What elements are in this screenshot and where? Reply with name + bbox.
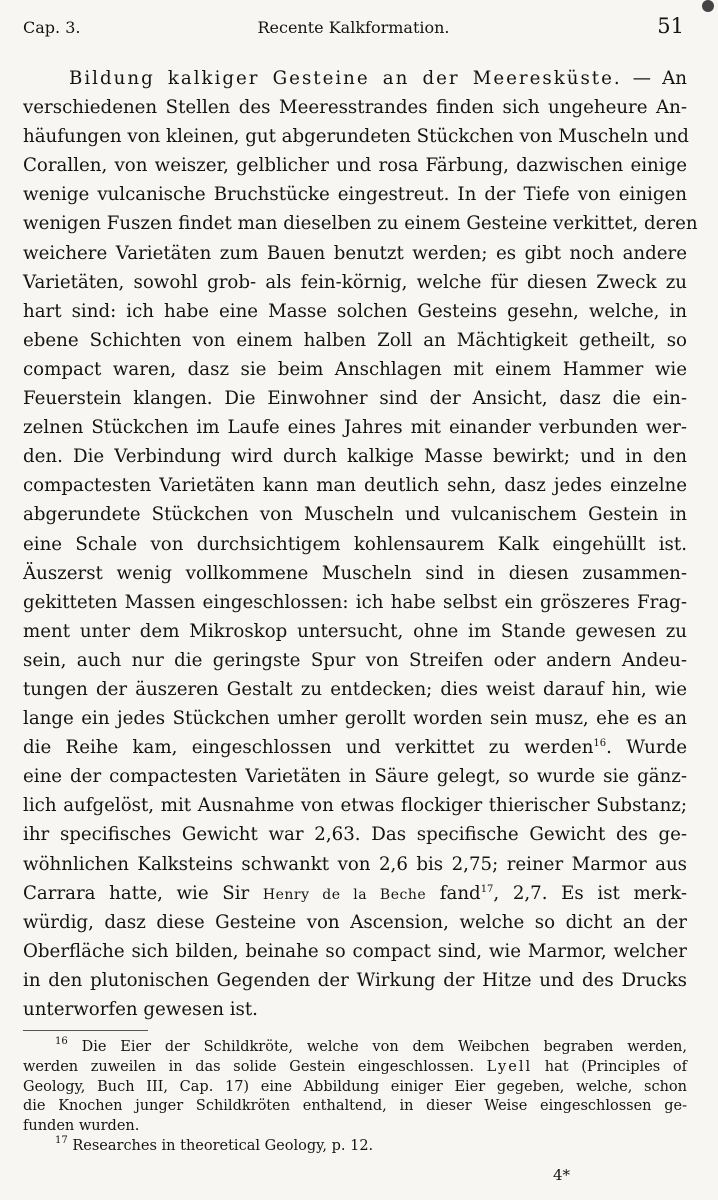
footnotes <box>23 1038 687 1157</box>
text-line <box>23 122 687 151</box>
footnote-line <box>23 1038 687 1058</box>
main-text <box>23 64 698 1024</box>
text-run: ebene Schichten von einem halben Zoll an Mächtigkeit getheilt, so <box>23 329 687 351</box>
text-run: wenige vulcanische Bruchstücke eingestreut. In der Tiefe von einigen <box>23 184 687 206</box>
signature-mark: 4* <box>553 1166 571 1184</box>
text-run: Bildung kalkiger Gesteine an der Meeresküste. <box>69 68 622 89</box>
text-line <box>23 762 687 791</box>
text-run: werden zuweilen in das solide Gestein eingeschlossen. <box>23 1058 487 1075</box>
footnote-ref: 17 <box>55 1134 68 1146</box>
text-line <box>23 239 687 268</box>
text-line <box>23 180 687 209</box>
text-run: hat (Principles of <box>532 1058 688 1075</box>
text-run: häufungen von kleinen, gut abgerundeten Stückchen von Muscheln und <box>23 126 689 148</box>
text-line <box>23 646 687 675</box>
text-run: die Knochen junger Schildkröten enthaltend, in dieser Weise eingeschlossen ge- <box>23 1098 687 1115</box>
text-line <box>23 850 687 879</box>
text-run: . Wurde <box>606 737 687 759</box>
text-line <box>23 93 687 122</box>
text-line <box>23 559 687 588</box>
text-run: wöhnlichen Kalksteins schwankt von 2,6 bis 2,75; reiner Marmor aus <box>23 853 687 875</box>
text-line <box>23 995 687 1024</box>
footnote-line <box>23 1078 687 1098</box>
text-line <box>23 355 687 384</box>
text-line <box>23 64 687 93</box>
text-run: Corallen, von weiszer, gelblicher und rosa Färbung, dazwischen einige <box>23 155 687 177</box>
footnote-line <box>23 1117 687 1137</box>
text-line <box>23 908 687 937</box>
text-run: Carrara hatte, wie Sir <box>23 882 263 904</box>
text-run: hart sind: ich habe eine Masse solchen Gesteins gesehn, welche, in <box>23 300 687 322</box>
text-run: lange ein jedes Stückchen umher gerollt worden sein musz, ehe es an <box>23 708 687 730</box>
text-run: abgerundete Stückchen von Muscheln und vulcanischem Gestein in <box>23 504 687 526</box>
text-run: Lyell <box>486 1058 533 1075</box>
page-number: 51 <box>657 14 684 38</box>
text-run: Oberfläche sich bilden, beinahe so compact sind, wie Marmor, welcher <box>23 940 687 962</box>
text-run: , 2,7. Es ist merk- <box>493 882 688 904</box>
text-line <box>23 384 687 413</box>
text-line <box>23 820 687 849</box>
text-line <box>23 791 687 820</box>
text-run: zelnen Stückchen im Laufe eines Jahres mit einander verbunden wer- <box>23 417 687 439</box>
text-run: — An <box>621 68 687 89</box>
footnote-ref: 16 <box>55 1036 68 1047</box>
text-run: Varietäten, sowohl grob- als fein-körnig, welche für diesen Zweck zu <box>23 271 687 293</box>
running-title: Recente Kalkformation. <box>257 18 450 37</box>
text-line <box>23 471 687 500</box>
running-header <box>23 14 684 42</box>
text-run: Researches in theoretical Geology, p. 12. <box>67 1137 374 1154</box>
text-run: Henry de la Beche <box>262 886 427 903</box>
text-run: compact waren, dasz sie beim Anschlagen mit einem Hammer wie <box>23 358 687 380</box>
text-run: Äuszerst wenig vollkommene Muscheln sind in diesen zusammen- <box>23 562 687 584</box>
footnote-ref: 16 <box>593 738 607 750</box>
text-run: tungen der äuszeren Gestalt zu entdecken; dies weist darauf hin, wie <box>23 678 687 700</box>
ink-dot <box>702 0 714 12</box>
text-line <box>23 326 687 355</box>
text-line <box>23 588 687 617</box>
text-run: die Reihe kam, eingeschlossen und verkittet zu werden <box>23 737 594 759</box>
text-line <box>23 151 687 180</box>
text-line <box>23 268 687 297</box>
text-line <box>23 209 698 238</box>
footnote-line <box>23 1058 687 1078</box>
text-run: lich aufgelöst, mit Ausnahme von etwas flockiger thierischer Substanz; <box>23 795 687 817</box>
text-line <box>23 617 687 646</box>
footnote-ref: 17 <box>480 883 494 895</box>
text-line <box>23 675 687 704</box>
text-run: eine Schale von durchsichtigem kohlensaurem Kalk eingehüllt ist. <box>23 533 687 555</box>
text-run: compactesten Varietäten kann man deutlich sehn, dasz jedes einzelne <box>23 475 687 497</box>
text-run: wenigen Fuszen findet man dieselben zu einem Gesteine verkittet, deren <box>23 213 698 235</box>
text-line <box>23 733 687 762</box>
chapter-label: Cap. 3. <box>23 18 81 37</box>
text-line <box>23 879 687 908</box>
text-run: in den plutonischen Gegenden der Wirkung der Hitze und des Drucks <box>23 969 687 991</box>
footnote-line <box>23 1134 687 1157</box>
text-line <box>23 966 687 995</box>
text-run: eine der compactesten Varietäten in Säure gelegt, so wurde sie gänz- <box>23 766 687 788</box>
footnote-line <box>23 1097 687 1117</box>
text-run: verschiedenen Stellen des Meeresstrandes finden sich ungeheure An- <box>23 97 687 119</box>
text-run: unterworfen gewesen ist. <box>23 999 258 1020</box>
text-line <box>23 442 687 471</box>
text-run: Feuerstein klangen. Die Einwohner sind der Ansicht, dasz die ein- <box>23 388 687 410</box>
text-run: würdig, dasz diese Gesteine von Ascension, welche so dicht an der <box>23 911 687 933</box>
text-run: funden wurden. <box>23 1118 140 1135</box>
footnote-rule <box>23 1030 148 1031</box>
text-run: Geology, Buch III, Cap. 17) eine Abbildung einiger Eier gegeben, welche, schon <box>23 1078 687 1095</box>
text-run: fand <box>426 882 481 904</box>
text-run: weichere Varietäten zum Bauen benutzt werden; es gibt noch andere <box>23 242 687 264</box>
text-run: gekitteten Massen eingeschlossen: ich habe selbst ein gröszeres Frag- <box>23 591 687 613</box>
text-run: den. Die Verbindung wird durch kalkige Masse bewirkt; und in den <box>23 446 687 468</box>
text-run: ment unter dem Mikroskop untersucht, ohne im Stande gewesen zu <box>23 620 687 642</box>
text-run: sein, auch nur die geringste Spur von Streifen oder andern Andeu- <box>23 649 687 671</box>
text-run: Die Eier der Schildkröte, welche von dem Weibchen begraben werden, <box>67 1039 687 1055</box>
text-line <box>23 297 687 326</box>
text-line <box>23 937 687 966</box>
text-line <box>23 704 687 733</box>
text-line <box>23 413 687 442</box>
text-line <box>23 530 687 559</box>
text-line <box>23 500 687 529</box>
text-run: ihr specifisches Gewicht war 2,63. Das specifische Gewicht des ge- <box>23 824 687 846</box>
